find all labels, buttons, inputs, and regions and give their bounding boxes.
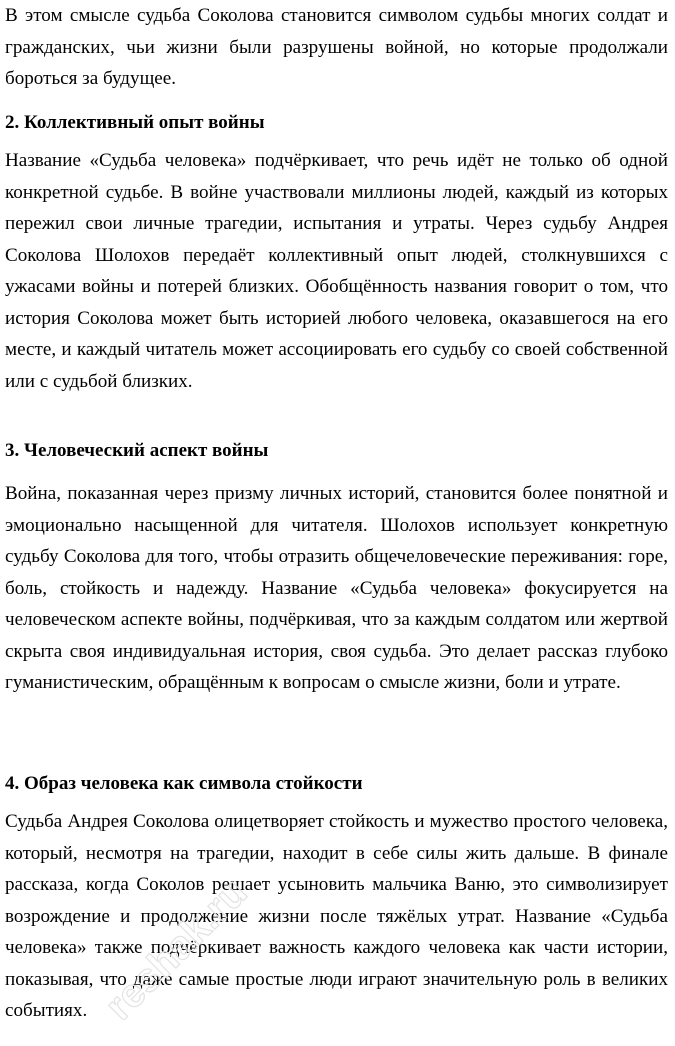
heading-collective-experience: 2. Коллективный опыт войны	[5, 112, 265, 133]
paragraph-collective-experience: Название «Судьба человека» подчёркивает, что речь идёт не только об одной конкретной судьбе. В войне участвовали миллионы людей, каждый из которых пережил свои личные трагедии, испытания и утраты. Через судьбу Андрея Соколова Шолохов передаёт коллективный опыт людей, столкнувшихся с ужасами войны и потерей близких. Обобщённость названия говорит о том, что история Соколова может быть историей любого человека, оказавшегося на его месте, и каждый читатель может ассоциировать его судьбу со своей собственной или с судьбой близких.	[5, 150, 668, 392]
heading-human-aspect: 3. Человеческий аспект войны	[5, 440, 269, 461]
paragraph-symbol-of-resilience: Судьба Андрея Соколова олицетворяет стойкость и мужество простого человека, который, несмотря на трагедии, находит в себе силы жить дальше. В финале рассказа, когда Соколов решает усыновить мальчика Ваню, это символизирует возрождение и продолжение жизни после тяжёлых утрат. Название «Судьба человека» также подчёркивает важность каждого человека как части истории, показывая, что даже самые простые люди играют значительную роль в великих событиях.	[5, 811, 668, 1021]
watermark-text: reshak.ru	[97, 870, 256, 1020]
heading-symbol-of-resilience: 4. Образ человека как символа стойкости	[5, 773, 363, 794]
paragraph-intro: В этом смысле судьба Соколова становится символом судьбы многих солдат и гражданских, чьи жизни были разрушены войной, но которые продолжали бороться за будущее.	[5, 5, 668, 89]
paragraph-human-aspect: Война, показанная через призму личных историй, становится более понятной и эмоционально насыщенной для читателя. Шолохов использует конкретную судьбу Соколова для того, чтобы отразить общечеловеческие переживания: горе, боль, стойкость и надежду. Название «Судьба человека» фокусируется на человеческом аспекте войны, подчёркивая, что за каждым солдатом или жертвой скрыта своя индивидуальная история, своя судьба. Это делает рассказ глубоко гуманистическим, обращённым к вопросам о смысле жизни, боли и утрате.	[5, 483, 668, 693]
